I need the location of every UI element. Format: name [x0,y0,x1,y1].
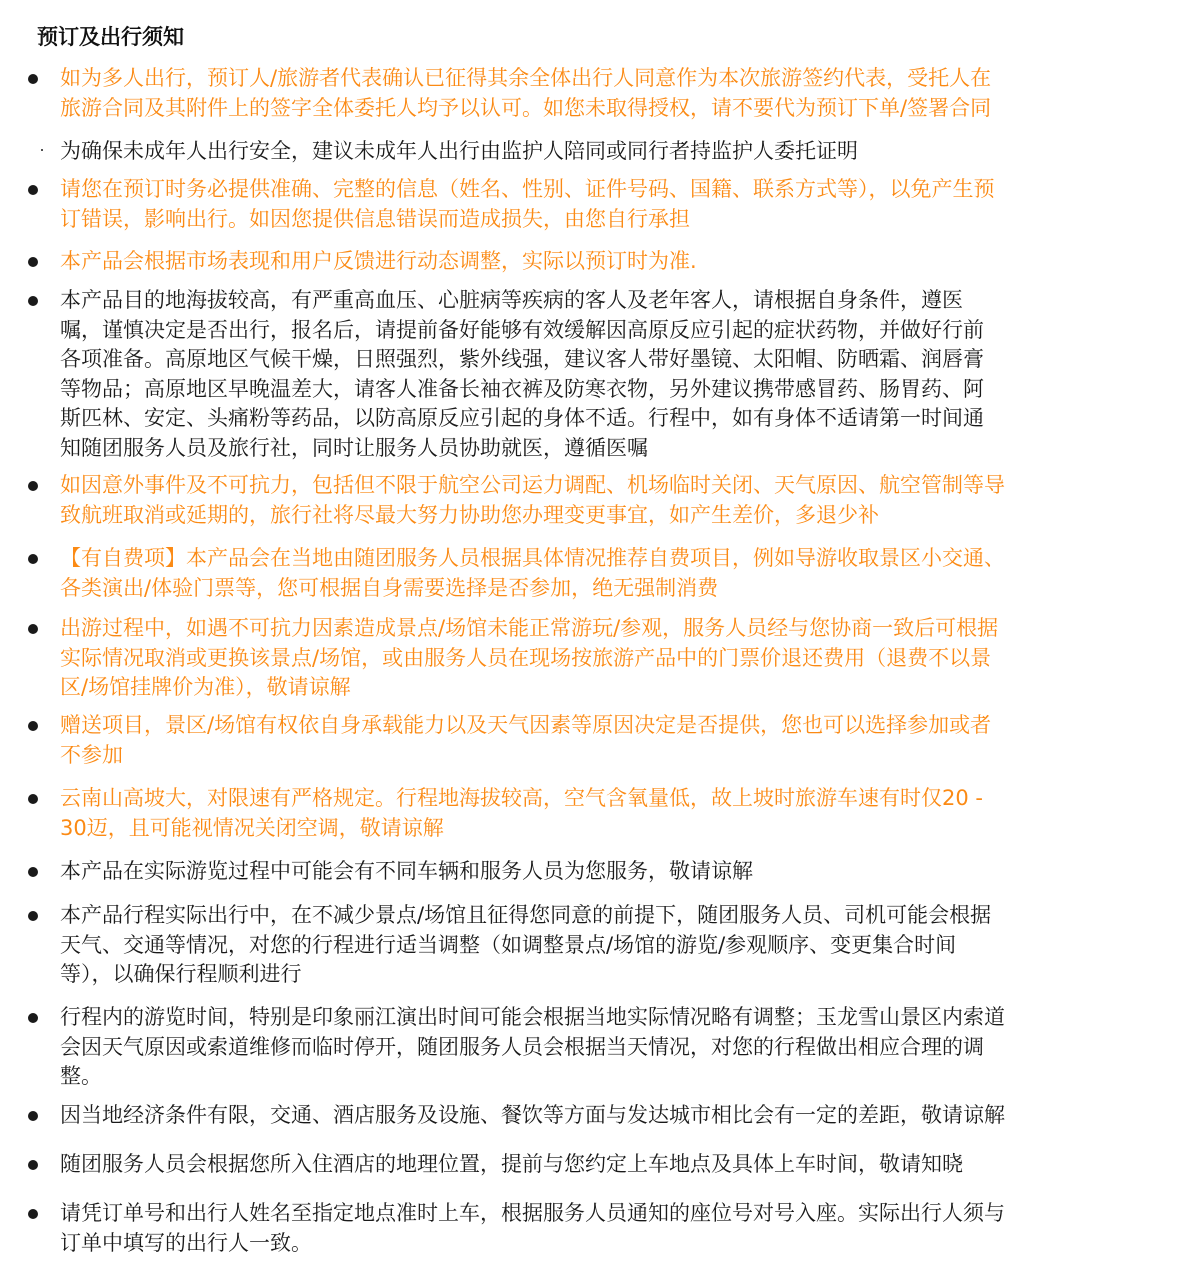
notice-item-2 [26,137,1150,167]
notice-text: 为确保未成年人出行安全，建议未成年人出行由监护人陪同或同行者持监护人委托证明 [60,139,858,163]
notice-item-9 [26,711,1150,770]
notice-item-4 [26,247,1150,277]
notice-text: 请您在预订时务必提供准确、完整的信息（姓名、性别、证件号码、国籍、联系方式等），以免产生预 订错误，影响出行。如因您提供信息错误而造成损失，由您自行承担 [60,177,995,231]
bullet-icon [26,614,60,703]
notice-item-1 [26,64,1150,123]
notice-text: 云南山高坡大，对限速有严格规定。行程地海拔较高，空气含氧量低，故上坡时旅游车速有时仅20 - 30迈，且可能视情况关闭空调，敬请谅解 [60,786,983,840]
bullet-icon [26,471,60,530]
page-title: 预订及出行须知 [37,25,184,49]
notice-item-13 [26,1003,1150,1092]
notice-item-16 [26,1199,1150,1258]
bullet-icon [26,1003,60,1092]
bullet-icon [26,175,60,234]
notice-text: 本产品行程实际出行中，在不减少景点/场馆且征得您同意的前提下，随团服务人员、司机可能会根据 天气、交通等情况，对您的行程进行适当调整（如调整景点/场馆的游览/参观顺序、变更集合时间 等），以确保行程顺利进行 [60,903,992,986]
notice-text: 如因意外事件及不可抗力，包括但不限于航空公司运力调配、机场临时关闭、天气原因、航空管制等导 致航班取消或延期的，旅行社将尽最大努力协助您办理变更事宜，如产生差价，多退少补 [60,473,1005,527]
notice-item-5 [26,286,1150,463]
notice-text: 如为多人出行，预订人/旅游者代表确认已征得其余全体出行人同意作为本次旅游签约代表，受托人在 旅游合同及其附件上的签字全体委托人均予以认可。如您未取得授权，请不要代为预订下单/签署合同 [60,66,992,120]
notice-text: 【有自费项】本产品会在当地由随团服务人员根据具体情况推荐自费项目，例如导游收取景区小交通、 各类演出/体验门票等，您可根据自身需要选择是否参加，绝无强制消费 [60,546,1005,600]
notice-item-3 [26,175,1150,234]
bullet-icon [26,286,60,463]
notice-text: 本产品在实际游览过程中可能会有不同车辆和服务人员为您服务，敬请谅解 [60,859,753,883]
notice-text: 本产品会根据市场表现和用户反馈进行动态调整，实际以预订时为准. [60,249,697,273]
bullet-icon [26,1101,60,1131]
bullet-icon [26,1199,60,1258]
bullet-icon [26,901,60,990]
bullet-icon [26,857,60,887]
notice-item-8 [26,614,1150,703]
notice-text: 随团服务人员会根据您所入住酒店的地理位置，提前与您约定上车地点及具体上车时间，敬请知晓 [60,1152,963,1176]
bullet-icon [26,137,60,167]
notice-item-6 [26,471,1150,530]
notice-item-10 [26,784,1150,843]
notice-text: 请凭订单号和出行人姓名至指定地点准时上车，根据服务人员通知的座位号对号入座。实际出行人须与 订单中填写的出行人一致。 [60,1201,1005,1255]
notice-text: 行程内的游览时间，特别是印象丽江演出时间可能会根据当地实际情况略有调整；玉龙雪山景区内索道 会因天气原因或索道维修而临时停开，随团服务人员会根据当天情况，对您的行程做出相应合理的调 整。 [60,1005,1005,1088]
notice-item-15 [26,1150,1150,1180]
notice-text: 因当地经济条件有限，交通、酒店服务及设施、餐饮等方面与发达城市相比会有一定的差距，敬请谅解 [60,1103,1005,1127]
notice-item-14 [26,1101,1150,1131]
bullet-icon [26,711,60,770]
bullet-icon [26,544,60,603]
notice-text: 出游过程中，如遇不可抗力因素造成景点/场馆未能正常游玩/参观，服务人员经与您协商一致后可根据 实际情况取消或更换该景点/场馆，或由服务人员在现场按旅游产品中的门票价退还费用（退费不以景 区/场馆挂牌价为准），敬请谅解 [60,616,999,699]
bullet-icon [26,247,60,277]
bullet-icon [26,1150,60,1180]
bullet-icon [26,784,60,843]
notice-item-7 [26,544,1150,603]
notice-text: 本产品目的地海拔较高，有严重高血压、心脏病等疾病的客人及老年客人，请根据自身条件，遵医 嘱，谨慎决定是否出行，报名后，请提前备好能够有效缓解因高原反应引起的症状药物，并做好行前 各项准备。高原地区气候干燥，日照强烈，紫外线强，建议客人带好墨镜、太阳帽、防晒霜、润唇膏 等物品；高原地区早晚温差大，请客人准备长袖衣裤及防寒衣物，另外建议携带感冒药、肠胃药、阿 斯匹林、安定、头痛粉等药品，以防高原反应引起的身体不适。行程中，如有身体不适请第一时间通 知随团服务人员及旅行社，同时让服务人员协助就医，遵循医嘱 [60,288,984,460]
notice-item-11 [26,857,1150,887]
notice-item-12 [26,901,1150,990]
notice-text: 赠送项目，景区/场馆有权依自身承载能力以及天气因素等原因决定是否提供，您也可以选择参加或者 不参加 [60,713,992,767]
bullet-icon [26,64,60,123]
